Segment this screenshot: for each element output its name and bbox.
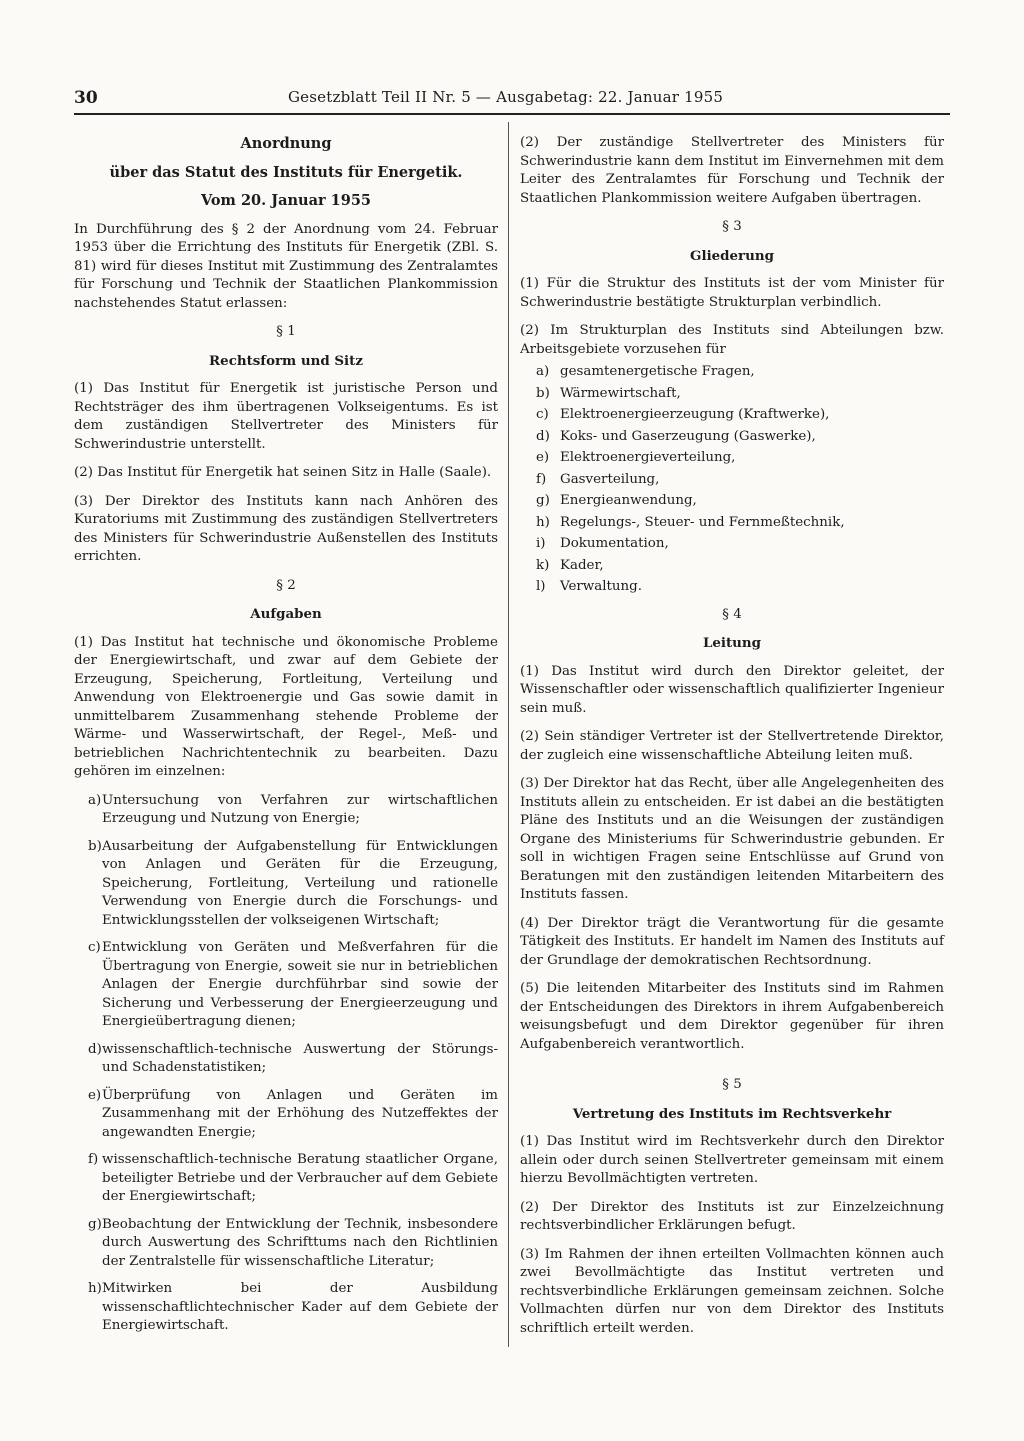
section-1-para-1: (1) Das Institut für Energetik ist juristische Person und Rechtsträger des ihm übertragenen Volkseigentums. Es ist dem zuständigen Stellvertreter des Ministers für Schwerindustrie unterstellt. [74,381,498,452]
list-item [520,576,944,598]
section-4-para-3: (3) Der Direktor hat das Recht, über alle Angelegenheiten des Instituts allein zu entscheiden. Er ist dabei an die bestätigten Pläne des Instituts und an die Weisungen der zuständigen Organe des Ministeriums für Schwerindustrie gebunden. Er soll in wichtigen Fragen seine Entschlüsse auf Grund von Beratungen mit den zuständigen leitenden Mitarbeitern des Instituts fassen. [520,776,944,902]
list-item [520,426,944,448]
section-5-para-3: (3) Im Rahmen der ihnen erteilten Vollmachten können auch zwei Bevollmächtigte das Institut vertreten und rechtsverbindliche Erklärungen gemeinsam zeichnen. Solche Vollmachten dürfen nur von dem Direktor des Instituts schriftlich erteilt werden. [520,1246,944,1336]
list-marker: h) [536,514,550,530]
doc-title-line2: über das Statut des Instituts für Energetik. [109,164,463,181]
list-marker: f) [88,1152,99,1167]
list-text: Regelungs-, Steuer- und Fernmeßtechnik, [560,514,845,530]
list-item [74,1216,498,1272]
section-4-para-2: (2) Sein ständiger Vertreter ist der Stellvertretende Direktor, der zugleich eine wissenschaftliche Abteilung leiten muß. [520,729,944,763]
list-marker: e) [536,450,550,465]
section-2-para-2: (2) Der zuständige Stellvertreter des Ministers für Schwerindustrie kann dem Institut im Einvernehmen mit dem Leiter des Zentralamtes für Forschung und Technik der Staatlichen Plankommission weitere Aufgaben übertragen. [520,135,944,206]
list-item [74,1151,498,1207]
preamble: In Durchführung des § 2 der Anordnung vom 24. Februar 1953 über die Errichtung des Instituts für Energetik (ZBl. S. 81) wird für dieses Institut mit Zustimmung des Zentralamtes für Forschung und Technik der Staatlichen Plankommission nachstehendes Statut erlassen: [74,221,498,311]
section-2-number: § 2 [276,577,296,593]
list-text: wissenschaftlich-technische Beratung staatlicher Organe, beteiligter Betriebe und der Verbraucher auf dem Gebiete der Energiewirtschaft; [102,1152,498,1204]
list-text: gesamtenergetische Fragen, [560,364,755,379]
list-text: Koks- und Gaserzeugung (Gaswerke), [560,428,816,444]
section-5-para-1: (1) Das Institut wird im Rechtsverkehr durch den Direktor allein oder durch seinen Stellvertreter gemeinsam mit einem hierzu Bevollmächtigten vertreten. [520,1134,944,1186]
section-4-para-1: (1) Das Institut wird durch den Direktor geleitet, der Wissenschaftler oder wissenschaftlich qualifizierter Ingenieur sein muß. [520,663,944,716]
list-text: Überprüfung von Anlagen und Geräten im Zusammenhang mit der Erhöhung des Nutzeffektes der angewandten Energie; [102,1087,498,1140]
list-marker: i) [536,536,546,551]
section-4-title: Leitung [702,635,762,651]
list-item [520,383,944,405]
list-marker: l) [536,579,546,594]
section-2-task-list [74,792,498,1336]
list-item [520,447,944,469]
section-3-title: Gliederung [690,247,774,264]
section-3-para-1: (1) Für die Struktur des Instituts ist der vom Minister für Schwerindustrie bestätigte Strukturplan verbindlich. [520,276,944,310]
section-2-title: Aufgaben [250,606,322,622]
list-marker: a) [88,792,102,808]
section-5-para-2: (2) Der Direktor des Instituts ist zur Einzelzeichnung rechtsverbindlicher Erklärungen befugt. [520,1199,944,1233]
list-marker: h) [88,1281,102,1296]
list-text: Gasverteilung, [560,471,660,487]
doc-title-line1: Anordnung [240,135,332,152]
list-marker: c) [536,407,549,422]
section-2-para-1: (1) Das Institut hat technische und ökonomische Probleme der Energiewirtschaft, und zwar auf dem Gebiete der Erzeugung, Speicherung, Fortleitung, Verteilung und Anwendung von Elektroenergie und Gas sowie damit in unmittelbarem Zusammenhang stehende Probleme der Wärme- und Wasserwirtschaft, der Regel-, Meß- und betrieblichen Nachrichtentechnik zu bearbeiten. Dazu gehören im einzelnen: [74,634,498,779]
list-marker: d) [88,1041,102,1057]
section-1-para-2: (2) Das Institut für Energetik hat seinen Sitz in Halle (Saale). [74,465,492,480]
section-3-area-list [520,361,944,598]
list-text: Elektroenergieverteilung, [560,450,736,465]
section-4-para-4: (4) Der Direktor trägt die Verantwortung für die gesamte Tätigkeit des Instituts. Er handelt im Namen des Instituts auf der Grundlage der demokratischen Rechtsordnung. [520,915,944,968]
list-text: Elektroenergieerzeugung (Kraftwerke), [560,407,830,422]
list-marker: b) [88,838,102,854]
list-item [74,792,498,829]
list-item [520,490,944,512]
list-text: Untersuchung von Verfahren zur wirtschaftlichen Erzeugung und Nutzung von Energie; [102,792,498,826]
list-item [520,533,944,555]
list-marker: g) [536,493,550,508]
list-text: Mitwirken bei der Ausbildung wissenschaftlichtechnischer Kader auf dem Gebiete der Energiewirtschaft. [102,1281,498,1333]
list-marker: b) [536,385,550,401]
list-text: Ausarbeitung der Aufgabenstellung für Entwicklungen von Anlagen und Geräten für die Erzeugung, Speicherung, Fortleitung, Verteilung und rationelle Verwendung von Energie durch die Forschungs- und Entwicklungsstellen der volkseigenen Wirtschaft; [102,838,498,928]
page-number: 30 [74,88,98,108]
right-column [520,134,944,1348]
column-divider [508,122,509,1347]
list-text: Verwaltung. [560,579,642,594]
list-text: Kader, [560,557,604,573]
list-item [74,1280,498,1336]
list-item [74,838,498,931]
section-3-para-2: (2) Im Strukturplan des Instituts sind Abteilungen bzw. Arbeitsgebiete vorzusehen für [520,323,944,357]
section-5-title: Vertretung des Instituts im Rechtsverkehr [572,1105,892,1122]
section-5-number: § 5 [722,1077,742,1092]
list-text: Dokumentation, [560,536,669,551]
gazette-header-title: Gesetzblatt Teil II Nr. 5 — Ausgabetag: 22. Januar 1955 [288,88,724,106]
list-text: Entwicklung von Geräten und Meßverfahren für die Übertragung von Energie, soweit sie nur in betrieblichen Anlagen der Energie durchführbar sind sowie der Sicherung und Verbesserung der Energieerzeugung und Energieübertragung dienen; [102,940,498,1029]
list-marker: d) [536,428,550,444]
list-marker: k) [536,557,550,573]
list-item [74,939,498,1032]
list-item [520,469,944,491]
section-1-number: § 1 [276,324,296,339]
list-marker: e) [88,1087,102,1103]
doc-date: Vom 20. Januar 1955 [200,192,372,209]
list-text: wissenschaftlich-technische Auswertung der Störungs- und Schadenstatistiken; [102,1041,498,1075]
list-marker: g) [88,1216,102,1232]
list-item [520,555,944,577]
section-4-para-5: (5) Die leitenden Mitarbeiter des Instituts sind im Rahmen der Entscheidungen des Direktors in ihrem Aufgabenbereich weisungsbefugt und dem Direktor gegenüber für ihren Aufgabenbereich verantwortlich. [520,981,944,1052]
page-header [74,88,950,110]
list-text: Beobachtung der Entwicklung der Technik, insbesondere durch Auswertung des Schrifttums nach den Richtlinien der Zentralstelle für wissenschaftliche Literatur; [102,1216,498,1269]
list-item [520,512,944,534]
section-1-title: Rechtsform und Sitz [209,352,363,369]
list-item [74,1087,498,1143]
list-marker: c) [88,940,101,955]
list-marker: a) [536,364,550,379]
list-item [74,1041,498,1078]
list-item [520,361,944,383]
header-rule [74,113,950,115]
section-1-para-3: (3) Der Direktor des Instituts kann nach Anhören des Kuratoriums mit Zustimmung des zuständigen Stellvertreters des Ministers für Schwerindustrie Außenstellen des Instituts errichten. [74,493,498,564]
section-3-number: § 3 [722,219,742,234]
list-text: Energieanwendung, [560,493,697,508]
list-text: Wärmewirtschaft, [560,385,681,401]
list-marker: f) [536,471,547,487]
list-item [520,404,944,426]
left-column [74,134,498,1346]
section-4-number: § 4 [722,606,742,622]
